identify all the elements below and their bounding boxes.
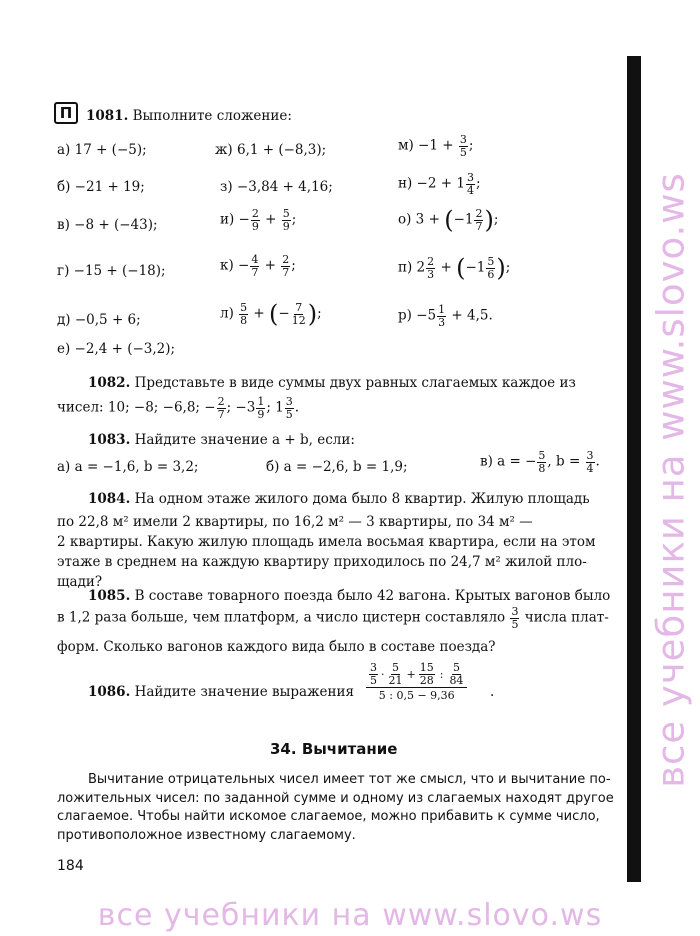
exercise-1083-b: б) a = −2,6, b = 1,9; [266,459,408,475]
item-r: р) −5 $\frac{1}{3}$ + 4,5. [398,303,493,329]
exercise-number: 1082. [88,375,131,391]
item-g: г) −15 + (−18); [57,263,166,279]
item-z: з) −3,84 + 4,16; [220,179,333,195]
item-e: е) −2,4 + (−3,2); [57,341,176,357]
margin-black-bar [627,56,641,882]
exercise-number: 1083. [88,432,131,448]
item-l: л) $\frac{5}{8}$ + (− $\frac{7}{12}$ ); [220,300,322,329]
item-zh: ж) 6,1 + (−8,3); [215,142,327,158]
exercise-1084: 1084. На одном этаже жилого дома было 8 квартир. Жилую площадь по 22,8 м² имели 2 квартиры, по 16,2 м² — 3 квартиры, по 34 м² — 2 квартиры. Какую жилую площадь имела восьмая квартира, если на этом этаже в среднем на каждую квартиру приходилось по 24,7 м² жилой пло- щади? [57,491,596,590]
section-heading: 34. Вычитание [270,740,398,758]
watermark-bottom: все учебники на www.slovo.ws [97,898,603,933]
item-n: н) −2 + 1 $\frac{3}{4}$ ; [398,171,481,197]
exercise-1086-end: . [490,684,495,700]
exercise-1083-a: а) a = −1,6, b = 3,2; [57,459,199,475]
item-m: м) −1 + $\frac{3}{5}$ ; [398,133,474,159]
exercise-1086-text: 1086. Найдите значение выражения [88,684,355,700]
exercise-number: 1086. [88,684,131,700]
item-a: а) 17 + (−5); [57,142,147,158]
item-k: к) − $\frac{4}{7}$ + $\frac{2}{7}$ ; [220,253,296,279]
exercise-text: Выполните сложение: [132,108,292,124]
exercise-1085-line2: в 1,2 раза больше, чем платформ, а число цистерн составляло $\frac{3}{5}$ числа плат- [57,605,609,631]
watermark-vertical: все учебники на www.slovo.ws [649,172,693,788]
item-i: и) − $\frac{2}{9}$ + $\frac{5}{9}$ ; [220,207,297,233]
practice-icon: П [54,102,78,124]
item-d: д) −0,5 + 6; [57,312,141,328]
exercise-1082-line2: чисел: 10; −8; −6,8; − $\frac{2}{7}$ ; −3 $\frac{1}{9}$ ; 1 $\frac{3}{5}$ . [57,395,300,421]
exercise-1085-line1: 1085. В составе товарного поезда было 42 вагона. Крытых вагонов было [88,588,611,604]
exercise-1083-v: в) a = − $\frac{5}{8}$ , b = $\frac{3}{4}$ . [480,449,600,475]
complex-fraction: $\frac{3}{5}$ · $\frac{5}{21}$ + $\frac{15}{28}$ : $\frac{5}{84}$ 5 : 0,5 − 9,36 [366,662,467,702]
item-o: о) 3 + (−1 $\frac{2}{7}$ ); [398,206,499,235]
exercise-1081-header [86,108,292,124]
exercise-1085-line3: форм. Сколько вагонов каждого вида было в составе поезда? [57,639,496,655]
page-number: 184 [57,858,84,874]
exercise-1082-line1: 1082. Представьте в виде суммы двух равных слагаемых каждое из [88,375,576,391]
item-b: б) −21 + 19; [57,179,145,195]
exercise-number: 1084. [88,491,131,507]
exercise-number: 1081. [86,108,129,124]
exercise-number: 1085. [88,588,131,604]
exercise-1083-header: 1083. Найдите значение a + b, если: [88,432,355,448]
item-v: в) −8 + (−43); [57,217,158,233]
item-p: п) 2 $\frac{2}{3}$ + (−1 $\frac{5}{6}$ ); [398,254,511,283]
theory-paragraph: Вычитание отрицательных чисел имеет тот же смысл, что и вычитание по- ложительных чисел: по заданной сумме и одному из слагаемых находят другое слагаемое. Чтобы найти искомое слагаемое, можно прибавить к сумме число, противоположное известному слагаемому. [57,772,614,843]
